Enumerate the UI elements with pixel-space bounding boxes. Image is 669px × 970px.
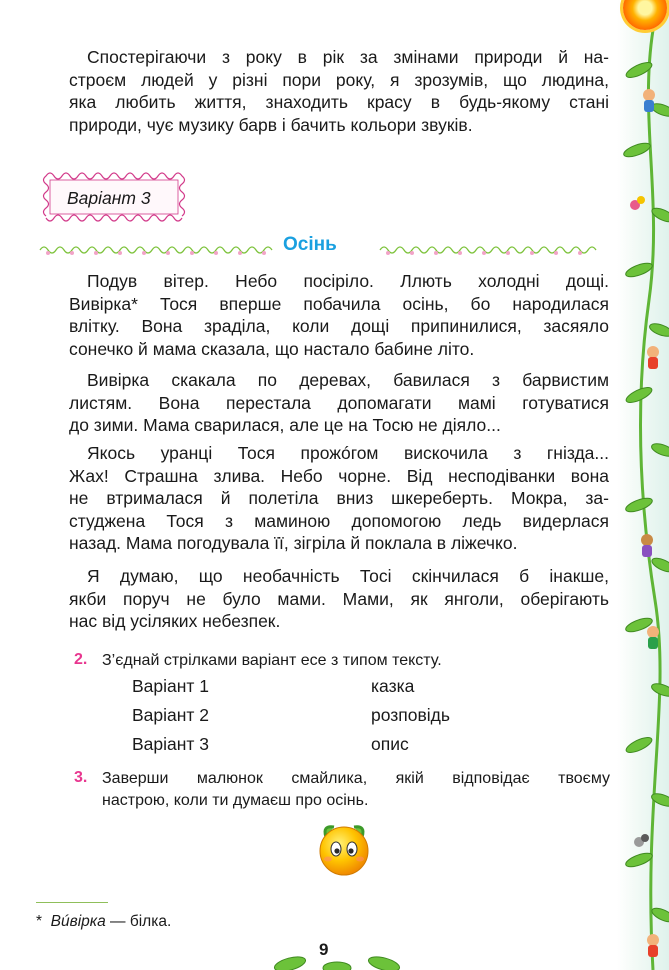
essay-paragraph-1 [69, 270, 609, 360]
intro-line: строєм людей у різні пори року, я зрозумів, що людина, [69, 69, 609, 90]
essay-line: Жах! Страшна злива. Небо чорне. Від несподіванки вона [69, 465, 609, 486]
match-variant: Варіант 3 [132, 734, 210, 754]
match-variant: Варіант 1 [132, 676, 210, 696]
task-number: 2. [74, 651, 88, 668]
match-type: опис [371, 734, 409, 754]
essay-title: Осінь [283, 234, 337, 255]
essay-line: не втрималася й полетіла вниз шкереберть. Мокра, за- [69, 488, 609, 508]
intro-line: яка любить життя, знаходить красу в будь-якому стані [69, 92, 609, 112]
intro-line: Спостерігаючи з року в рік за змінами природи й на- [87, 47, 609, 67]
essay-line: до зими. Мама сварилася, але це на Тосю не діяло... [69, 415, 501, 435]
essay-line: листям. Вона перестала допомагати мамі готуватися [69, 392, 609, 413]
vine-decoration [609, 0, 669, 970]
essay-line: влітку. Вона зраділа, коли дощі припинилися, засяяло [69, 316, 609, 336]
match-type: розповідь [371, 705, 451, 725]
task-instruction: З’єднай стрілками варіант есе з типом тексту. [102, 652, 442, 669]
essay-line: Вивірка скакала по деревах, бавилася з барвистим [87, 370, 609, 390]
intro-line: природи, чує музику барв і бачить кольори звуків. [69, 114, 473, 135]
essay-line: студжена Тося з маминою допомогою ледь видерлася [69, 510, 609, 531]
essay-paragraph-2 [69, 369, 609, 437]
match-type: казка [371, 676, 415, 696]
essay-line: Подув вітер. Небо посіріло. Ллють холодні дощі. [87, 271, 609, 291]
essay-line: Я думаю, що необачність Тосі скінчилася б інакше, [87, 566, 609, 586]
essay-paragraph-4 [69, 565, 609, 633]
leaf-decoration [262, 948, 412, 970]
footnote-marker: * [36, 913, 43, 930]
essay-line: сонечко й мама сказала, що настало бабине літо. [69, 338, 475, 359]
essay-line: якби поруч не було мами. Мами, як янголи, оберігають [69, 588, 609, 609]
essay-paragraph-3 [69, 442, 609, 555]
variant-label: Варіант 3 [67, 188, 151, 208]
task-number: 3. [74, 769, 88, 786]
footnote-definition: — білка. [110, 913, 172, 930]
intro-paragraph [69, 46, 609, 136]
essay-line: назад. Мама погодувала її, зігріла й поклала в ліжечко. [69, 533, 518, 553]
essay-line: нас від усіляких небезпек. [69, 611, 281, 631]
footnote-term: Вúвірка [50, 913, 106, 930]
footnote-divider [36, 902, 108, 903]
smiley-face-icon [312, 819, 376, 877]
task-instruction: Заверши малюнок смайлика, якій відповідає твоєму [102, 770, 610, 787]
footnote [36, 913, 171, 931]
page-number: 9 [319, 940, 329, 959]
task-instruction: настрою, коли ти думаєш про осінь. [102, 792, 369, 809]
essay-line: Якось уранці Тося прожóгом вискочила з гнізда... [87, 443, 609, 463]
match-variant: Варіант 2 [132, 705, 210, 725]
essay-line: Вивірка* Тося вперше побачила осінь, бо народилася [69, 293, 609, 314]
